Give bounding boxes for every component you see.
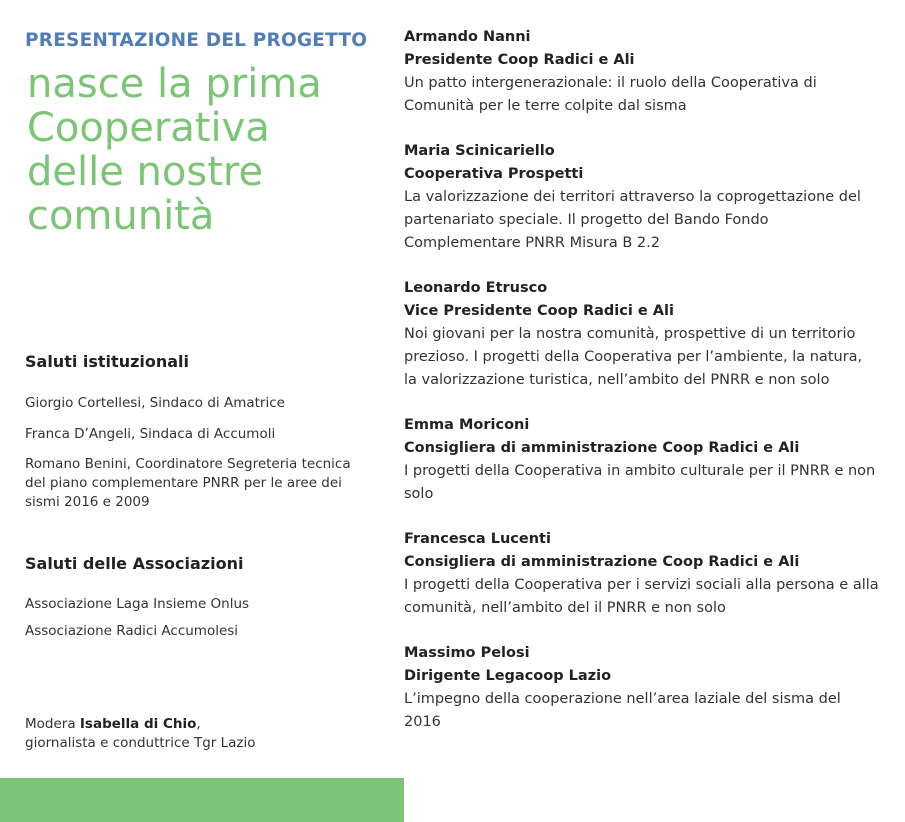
speaker-topic: Un patto intergenerazionale: il ruolo della Cooperativa di Comunità per le terre colpite dal sisma [404, 75, 817, 114]
speaker-topic: Noi giovani per la nostra comunità, prospettive di un territorio prezioso. I progetti della Cooperativa per l’ambiente, la natura, la valorizzazione turistica, nell’ambito del PNRR e non solo [404, 326, 863, 388]
association-item: Associazione Laga Insieme Onlus [25, 596, 250, 612]
moderator-suffix: , [196, 716, 201, 732]
speaker-topic: I progetti della Cooperativa per i servizi sociali alla persona e alla comunità, nell’ambito del il PNRR e non solo [404, 577, 879, 616]
speaker-entry [404, 642, 879, 734]
speaker-role: Vice Presidente Coop Radici e Ali [404, 303, 674, 319]
headline-line: comunità [27, 193, 215, 239]
moderator-credit [25, 715, 256, 753]
speaker-entry [404, 26, 879, 118]
institutional-title: Saluti istituzionali [25, 352, 190, 371]
section-kicker: PRESENTAZIONE DEL PROGETTO [25, 30, 368, 51]
speaker-entry [404, 528, 879, 620]
speaker-role: Dirigente Legacoop Lazio [404, 668, 612, 684]
headline-line: delle nostre [27, 149, 264, 195]
speaker-name: Maria Scinicariello [404, 143, 555, 159]
speakers-column [404, 26, 879, 756]
speaker-name: Francesca Lucenti [404, 531, 551, 547]
speaker-name: Armando Nanni [404, 29, 531, 45]
institutional-item: Romano Benini, Coordinatore Segreteria tecnica del piano complementare PNRR per le aree dei sismi 2016 e 2009 [25, 456, 351, 510]
speaker-role: Consigliera di amministrazione Coop Radici e Ali [404, 440, 800, 456]
speaker-name: Leonardo Etrusco [404, 280, 548, 296]
moderator-prefix: Modera [25, 716, 80, 732]
speaker-topic: La valorizzazione dei territori attraverso la coprogettazione del partenariato speciale. Il progetto del Bando Fondo Complementare PNRR Misura B 2.2 [404, 189, 861, 251]
institutional-item: Giorgio Cortellesi, Sindaco di Amatrice [25, 395, 285, 411]
moderator-role: giornalista e conduttrice Tgr Lazio [25, 735, 256, 751]
headline-line: Cooperativa [27, 105, 270, 151]
speaker-name: Massimo Pelosi [404, 645, 530, 661]
headline [27, 62, 387, 238]
headline-line: nasce la prima [27, 61, 322, 107]
speaker-role: Cooperativa Prospetti [404, 166, 584, 182]
speaker-role: Presidente Coop Radici e Ali [404, 52, 635, 68]
speaker-name: Emma Moriconi [404, 417, 530, 433]
association-item: Associazione Radici Accumolesi [25, 623, 239, 639]
institutional-item: Franca D’Angeli, Sindaca di Accumoli [25, 426, 276, 442]
speaker-entry [404, 414, 879, 506]
green-footer-bar [0, 778, 404, 822]
moderator-name: Isabella di Chio [79, 716, 197, 732]
left-column [25, 0, 390, 822]
speaker-entry [404, 277, 879, 392]
speaker-role: Consigliera di amministrazione Coop Radici e Ali [404, 554, 800, 570]
speaker-entry [404, 140, 879, 255]
associations-title: Saluti delle Associazioni [25, 554, 244, 573]
speaker-topic: I progetti della Cooperativa in ambito culturale per il PNRR e non solo [404, 463, 876, 502]
speaker-topic: L’impegno della cooperazione nell’area laziale del sisma del 2016 [404, 691, 841, 730]
